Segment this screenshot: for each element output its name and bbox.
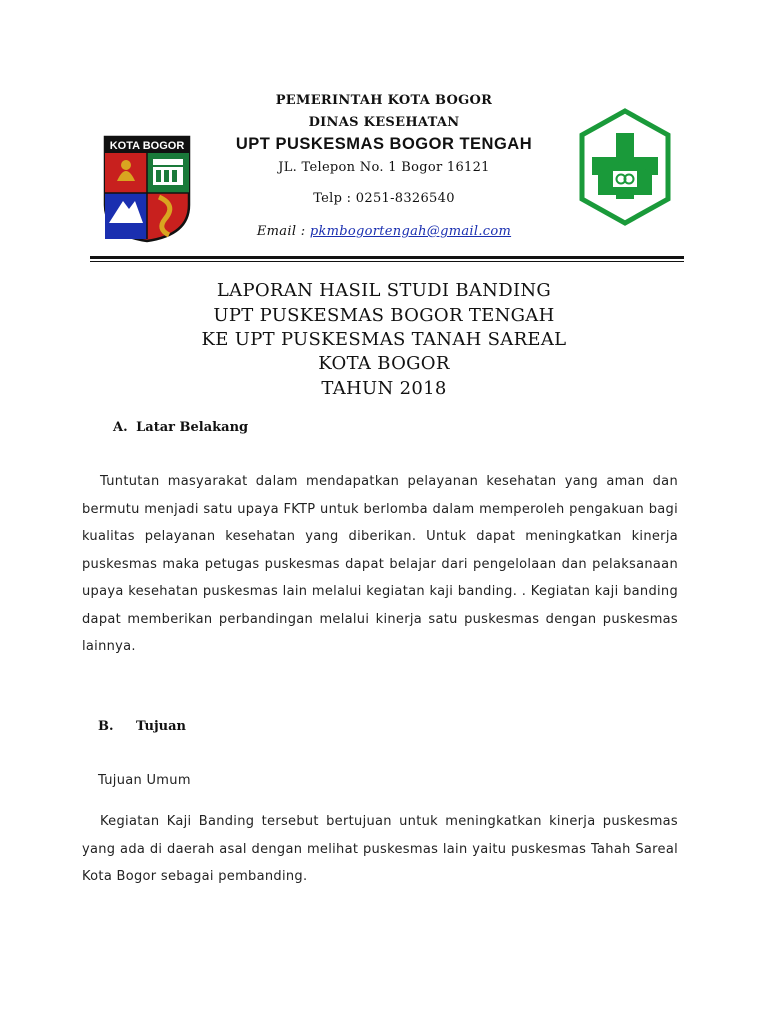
- section-b-title: Tujuan: [136, 719, 187, 734]
- letterhead-department: DINAS KESEHATAN: [308, 115, 460, 130]
- section-a-paragraph: Tuntutan masyarakat dalam mendapatkan pelayanan kesehatan yang aman dan bermutu menjadi satu upaya FKTP untuk berlomba dalam memperoleh pengakuan bagi kualitas pelayanan kesehatan yang diberikan. Untuk dapat meningkatkan kinerja puskesmas maka petugas puskesmas dapat belajar dari pengelolaan dan pelaksanaan upaya kesehatan puskesmas lain melalui kegiatan kaji banding. . Kegiatan kaji banding dapat memberikan perbandingan melalui kinerja satu puskesmas dengan puskesmas lainnya.: [82, 474, 678, 654]
- report-title-line1: LAPORAN HASIL STUDI BANDING: [216, 280, 552, 301]
- email-link[interactable]: pkmbogortengah@gmail.com: [309, 224, 512, 239]
- letterhead-email-row: [0, 224, 768, 239]
- report-title-line3: KE UPT PUSKESMAS TANAH SAREAL: [201, 329, 567, 350]
- letterhead-phone: Telp : 0251-8326540: [313, 191, 455, 206]
- letterhead-rule-thick: [90, 256, 684, 259]
- section-b-paragraph: Kegiatan Kaji Banding tersebut bertujuan untuk meningkatkan kinerja puskesmas yang ada di daerah asal dengan melihat puskesmas lain yaitu puskesmas Tahah Sareal Kota Bogor sebagai pembanding.: [82, 814, 678, 884]
- logo-banner-text: KOTA BOGOR: [109, 140, 185, 152]
- letterhead-institution: UPT PUSKESMAS BOGOR TENGAH: [235, 135, 533, 153]
- section-a-heading: [113, 420, 248, 435]
- section-a-number: A.: [113, 420, 128, 435]
- report-title-line4: KOTA BOGOR: [318, 353, 450, 374]
- letterhead-government: PEMERINTAH KOTA BOGOR: [275, 93, 493, 108]
- section-b-heading: [98, 719, 186, 734]
- letterhead-address: JL. Telepon No. 1 Bogor 16121: [278, 160, 490, 175]
- section-b-number: B.: [98, 719, 114, 734]
- email-label: Email :: [256, 224, 310, 239]
- section-a-title: Latar Belakang: [136, 420, 249, 435]
- report-title-line5: TAHUN 2018: [321, 378, 447, 399]
- letterhead-rule-thin: [90, 261, 684, 262]
- report-title-line2: UPT PUSKESMAS BOGOR TENGAH: [213, 305, 555, 326]
- section-b-subheading: Tujuan Umum: [98, 773, 191, 788]
